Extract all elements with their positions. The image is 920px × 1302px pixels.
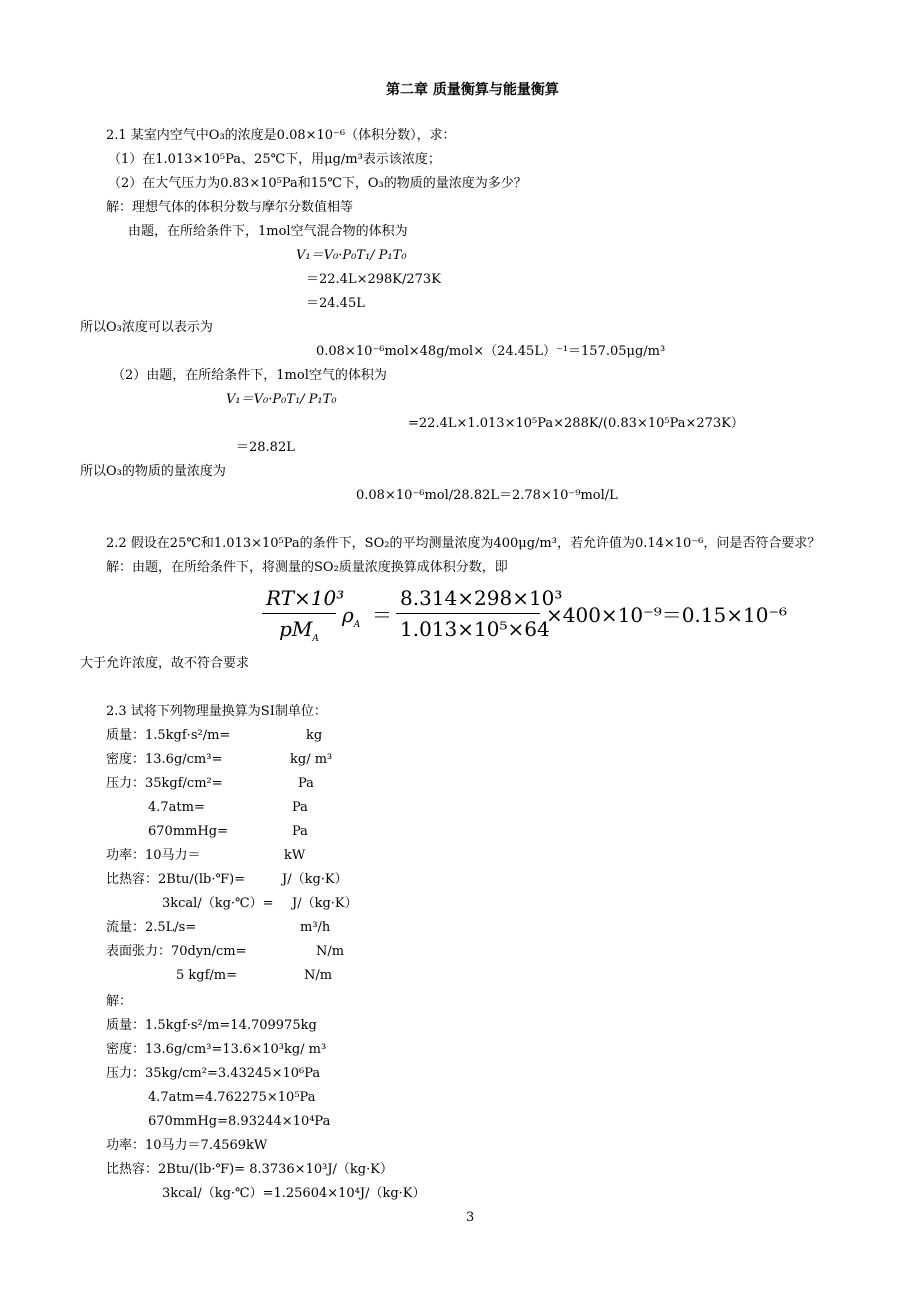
formula-fraction-1 [262, 586, 345, 644]
formula-tail: ×400×10⁻⁹＝0.15×10⁻⁶ [546, 603, 788, 627]
formula-fraction-2-denominator: 1.013×10⁵×64 [400, 617, 550, 641]
p23-a-pressure: 压力：35kg/cm²=3.43245×10⁶Pa [106, 1066, 321, 1081]
p23-q-kcal: 3kcal/（kg·℃）= [162, 896, 274, 911]
p21-part2: （2）在大气压力为0.83×10⁵Pa和15℃下，O₃的物质的量浓度为多少？ [108, 176, 527, 191]
p23-q-power: 功率：10马力＝ [106, 848, 201, 863]
p23-a-heat-capacity: 比热容：2Btu/(lb·℉)= 8.3736×10³J/（kg·K） [106, 1162, 393, 1177]
formula-rho [342, 604, 360, 636]
p23-a-kcal: 3kcal/（kg·℃）=1.25604×10⁴J/（kg·K） [162, 1186, 426, 1201]
p23-q-pressure: 压力：35kgf/cm²= [106, 776, 223, 791]
page-number: 3 [466, 1210, 475, 1225]
p23-a-power: 功率：10马力＝7.4569kW [106, 1138, 268, 1153]
p22-question: 2.2 假设在25℃和1.013×10⁵Pa的条件下，SO₂的平均测量浓度为400μg/m³，若允许值为0.14×10⁻⁶，问是否符合要求？ [106, 536, 821, 551]
p23-q-density: 密度：13.6g/cm³= [106, 752, 223, 767]
p21-solution-line: 由题，在所给条件下，1mol空气混合物的体积为 [128, 224, 408, 239]
p23-q-mmhg-unit: Pa [292, 824, 308, 839]
p23-q-kcal-unit: J/（kg·K） [292, 896, 358, 911]
p21-question: 2.1 某室内空气中O₃的浓度是0.08×10⁻⁶（体积分数），求： [106, 128, 456, 143]
p23-q-surface-tension-unit: N/m [316, 944, 345, 959]
formula-fraction-2-numerator: 8.314×298×10³ [400, 586, 563, 610]
p23-a-mmhg: 670mmHg=8.93244×10⁴Pa [148, 1114, 331, 1129]
p23-q-atm: 4.7atm= [148, 800, 205, 815]
p22-conclusion: 大于允许浓度，故不符合要求 [80, 656, 250, 671]
p23-q-mmhg: 670mmHg= [148, 824, 229, 839]
p23-q-mass-unit: kg [306, 728, 323, 743]
p21-part2-volume-formula: V₁＝V₀·P₀T₁/ P₁T₀ [226, 392, 337, 407]
p23-a-density: 密度：13.6g/cm³=13.6×10³kg/ m³ [106, 1042, 327, 1057]
formula-equals: ＝ [372, 603, 392, 627]
p23-q-heat-capacity: 比热容：2Btu/(lb·℉)= [106, 872, 246, 887]
p23-a-atm: 4.7atm=4.762275×10⁵Pa [148, 1090, 316, 1105]
p21-part2-volume-step1: =22.4L×1.013×10⁵Pa×288K/(0.83×10⁵Pa×273K） [408, 416, 744, 431]
p23-q-atm-unit: Pa [292, 800, 308, 815]
p23-q-pressure-unit: Pa [298, 776, 314, 791]
p21-part1: （1）在1.013×10⁵Pa、25℃下，用μg/m³表示该浓度； [108, 152, 441, 167]
p23-q-mass: 质量：1.5kgf·s²/m= [106, 728, 231, 743]
p21-part2-volume-result: ＝28.82L [236, 440, 295, 455]
formula-fraction-1-numerator: RT×10³ [266, 586, 345, 610]
p21-solution-intro: 解：理想气体的体积分数与摩尔分数值相等 [106, 200, 354, 215]
p23-question: 2.3 试将下列物理量换算为SI制单位： [106, 704, 327, 719]
p21-concentration-label: 所以O₃浓度可以表示为 [80, 320, 213, 335]
p23-q-density-unit: kg/ m³ [290, 752, 333, 767]
formula-fraction-1-denominator [262, 614, 336, 644]
p21-molar-label: 所以O₃的物质的量浓度为 [80, 464, 226, 479]
formula-rho-sub: A [353, 620, 361, 630]
p21-molar-result: 0.08×10⁻⁶mol/28.82L＝2.78×10⁻⁹mol/L [356, 488, 618, 503]
formula-fraction-1-denominator-sub: A [312, 634, 319, 644]
formula-fraction-1-denominator-main: pM [279, 617, 313, 641]
p23-q-kgfm: 5 kgf/m= [176, 968, 238, 983]
p23-a-mass: 质量：1.5kgf·s²/m=14.709975kg [106, 1018, 317, 1033]
p21-part2-solution: （2）由题，在所给条件下，1mol空气的体积为 [112, 368, 387, 383]
p23-q-flow: 流量：2.5L/s= [106, 920, 197, 935]
p23-q-power-unit: kW [284, 848, 306, 863]
p21-volume-result: ＝24.45L [306, 296, 365, 311]
formula-fraction-2 [396, 586, 563, 641]
formula-rho-symbol: ρ [342, 603, 354, 627]
p23-q-flow-unit: m³/h [300, 920, 331, 935]
p21-concentration-result: 0.08×10⁻⁶mol×48g/mol×（24.45L）⁻¹＝157.05μg/m³ [316, 344, 666, 359]
p23-q-heat-capacity-unit: J/（kg·K） [282, 872, 348, 887]
p21-volume-step1: ＝22.4L×298K/273K [306, 272, 441, 287]
p23-q-kgfm-unit: N/m [304, 968, 333, 983]
p23-solution-label: 解： [106, 994, 133, 1009]
chapter-title: 第二章 质量衡算与能量衡算 [386, 82, 559, 98]
p21-volume-formula: V₁＝V₀·P₀T₁/ P₁T₀ [296, 248, 407, 263]
p23-q-surface-tension: 表面张力：70dyn/cm= [106, 944, 247, 959]
p22-solution-intro: 解：由题，在所给条件下，将测量的SO₂质量浓度换算成体积分数，即 [106, 560, 508, 575]
p22-conversion-formula [262, 586, 788, 646]
